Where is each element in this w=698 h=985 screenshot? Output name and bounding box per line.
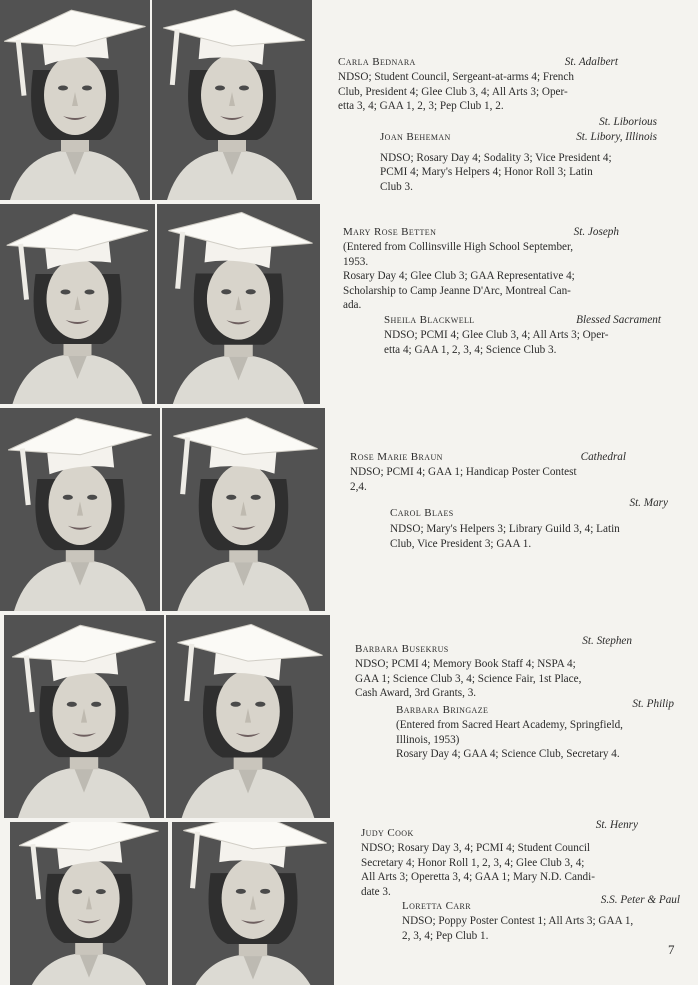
student-activities: [384, 328, 661, 357]
student-entry: [390, 496, 668, 551]
text-line: etta 4; GAA 1, 2, 3, 4; Science Club 3.: [384, 343, 557, 356]
student-parish: St. Liborious: [599, 116, 657, 128]
text-line: Rosary Day 4; GAA 4; Science Club, Secretary 4.: [396, 748, 620, 761]
student-entry: [361, 818, 638, 899]
page-number: 7: [668, 942, 675, 957]
text-line: Club, Vice President 3; GAA 1.: [390, 537, 532, 550]
text-line: Secretary 4; Honor Roll 1, 2, 3, 4; Glee Club 3, 4;: [361, 856, 585, 869]
student-portrait: [157, 204, 320, 404]
text-line: NDSO; PCMI 4; Glee Club 3, 4; All Arts 3; Oper-: [384, 329, 609, 341]
student-name: Mary Rose Betten: [343, 226, 437, 238]
student-name: Loretta Carr: [402, 900, 471, 912]
student-parish: St. Joseph: [573, 226, 619, 238]
student-parish: St. Henry: [595, 819, 638, 831]
text-line: PCMI 4; Mary's Helpers 4; Honor Roll 3; Latin: [380, 166, 593, 179]
text-line: Rosary Day 4; Glee Club 3; GAA Representative 4;: [343, 270, 575, 283]
student-name: Carla Bednara: [338, 56, 416, 68]
portrait-figure: [0, 408, 160, 611]
student-activities: [380, 151, 657, 195]
portrait-figure: [162, 408, 325, 611]
student-entry: [338, 55, 618, 114]
portrait-figure: [152, 0, 312, 200]
student-portrait: [162, 408, 325, 611]
text-line: 1953.: [343, 255, 369, 268]
student-portrait: [10, 822, 168, 985]
photo-column: [0, 0, 340, 985]
student-portrait: [172, 822, 334, 985]
text-line: Club 3.: [380, 180, 413, 193]
portrait-figure: [4, 615, 164, 818]
text-line: NDSO; Student Council, Sergeant-at-arms 4; French: [338, 71, 574, 83]
student-entry: [350, 450, 626, 494]
text-line: NDSO; Mary's Helpers 3; Library Guild 3, 4; Latin: [390, 523, 620, 535]
text-line: NDSO; Rosary Day 4; Sodality 3; Vice President 4;: [380, 151, 612, 164]
student-entry: [380, 115, 657, 194]
portrait-figure: [0, 0, 150, 200]
student-name: Rose Marie Braun: [350, 451, 443, 463]
student-entry: [396, 697, 674, 762]
student-portrait: [4, 615, 164, 818]
student-parish: St. Philip: [632, 698, 674, 710]
student-parish: St. Adalbert: [564, 56, 618, 68]
student-name: Barbara Bringaze: [396, 704, 489, 716]
student-parish: St. Stephen: [582, 635, 632, 647]
student-name: Barbara Busekrus: [355, 643, 449, 655]
student-name: Carol Blaes: [390, 507, 454, 519]
text-line: Scholarship to Camp Jeanne D'Arc, Montreal Can-: [343, 284, 571, 297]
portrait-figure: [0, 204, 155, 404]
portrait-figure: [10, 822, 168, 985]
student-activities: [350, 465, 626, 494]
student-parish: Cathedral: [580, 451, 626, 463]
portrait-figure: [172, 822, 334, 985]
text-line: NDSO; Poppy Poster Contest 1; All Arts 3; GAA 1,: [402, 915, 634, 927]
text-line: GAA 1; Science Club 3, 4; Science Fair, 1st Place,: [355, 672, 582, 685]
portrait-figure: [166, 615, 330, 818]
text-line: (Entered from Sacred Heart Academy, Springfield,: [396, 719, 623, 731]
student-portrait: [152, 0, 312, 200]
text-line: Cash Award, 3rd Grants, 3.: [355, 687, 477, 700]
student-entry: [343, 225, 619, 313]
student-portrait: [0, 0, 150, 200]
student-parish: Blessed Sacrament: [576, 314, 661, 326]
student-name: Judy Cook: [361, 827, 414, 839]
text-line: 2,4.: [350, 480, 367, 493]
text-line: 2, 3, 4; Pep Club 1.: [402, 929, 489, 942]
text-line: (Entered from Collinsville High School September,: [343, 241, 574, 253]
text-line: Club, President 4; Glee Club 3, 4; All Arts 3; Oper-: [338, 85, 568, 98]
student-activities: [390, 522, 668, 551]
student-portrait: [0, 408, 160, 611]
student-portrait: [166, 615, 330, 818]
student-name: Joan Beheman: [380, 130, 451, 143]
student-name: Sheila Blackwell: [384, 314, 475, 326]
student-entry: [355, 634, 632, 701]
text-line: NDSO; PCMI 4; Memory Book Staff 4; NSPA 4;: [355, 658, 576, 670]
student-activities: [338, 70, 618, 114]
student-activities: [402, 914, 680, 943]
student-entry: [402, 893, 680, 943]
text-line: date 3.: [361, 885, 391, 898]
student-activities: [355, 657, 632, 701]
text-line: NDSO; PCMI 4; GAA 1; Handicap Poster Contest: [350, 466, 577, 478]
student-entry: [384, 313, 661, 357]
text-line: etta 3, 4; GAA 1, 2, 3; Pep Club 1, 2.: [338, 100, 504, 113]
text-line: Illinois, 1953): [396, 733, 460, 746]
student-parish: S.S. Peter & Paul: [600, 894, 680, 906]
text-line: NDSO; Rosary Day 3, 4; PCMI 4; Student Council: [361, 842, 591, 854]
student-parish-town: St. Libory, Illinois: [576, 130, 657, 143]
text-line: ada.: [343, 299, 362, 312]
text-line: All Arts 3; Operetta 3, 4; GAA 1; Mary N.D. Candi-: [361, 871, 595, 884]
student-activities: [361, 841, 638, 899]
portrait-figure: [157, 204, 320, 404]
student-activities: [396, 718, 674, 762]
student-parish: St. Mary: [629, 497, 668, 509]
student-portrait: [0, 204, 155, 404]
student-activities: [343, 240, 619, 313]
